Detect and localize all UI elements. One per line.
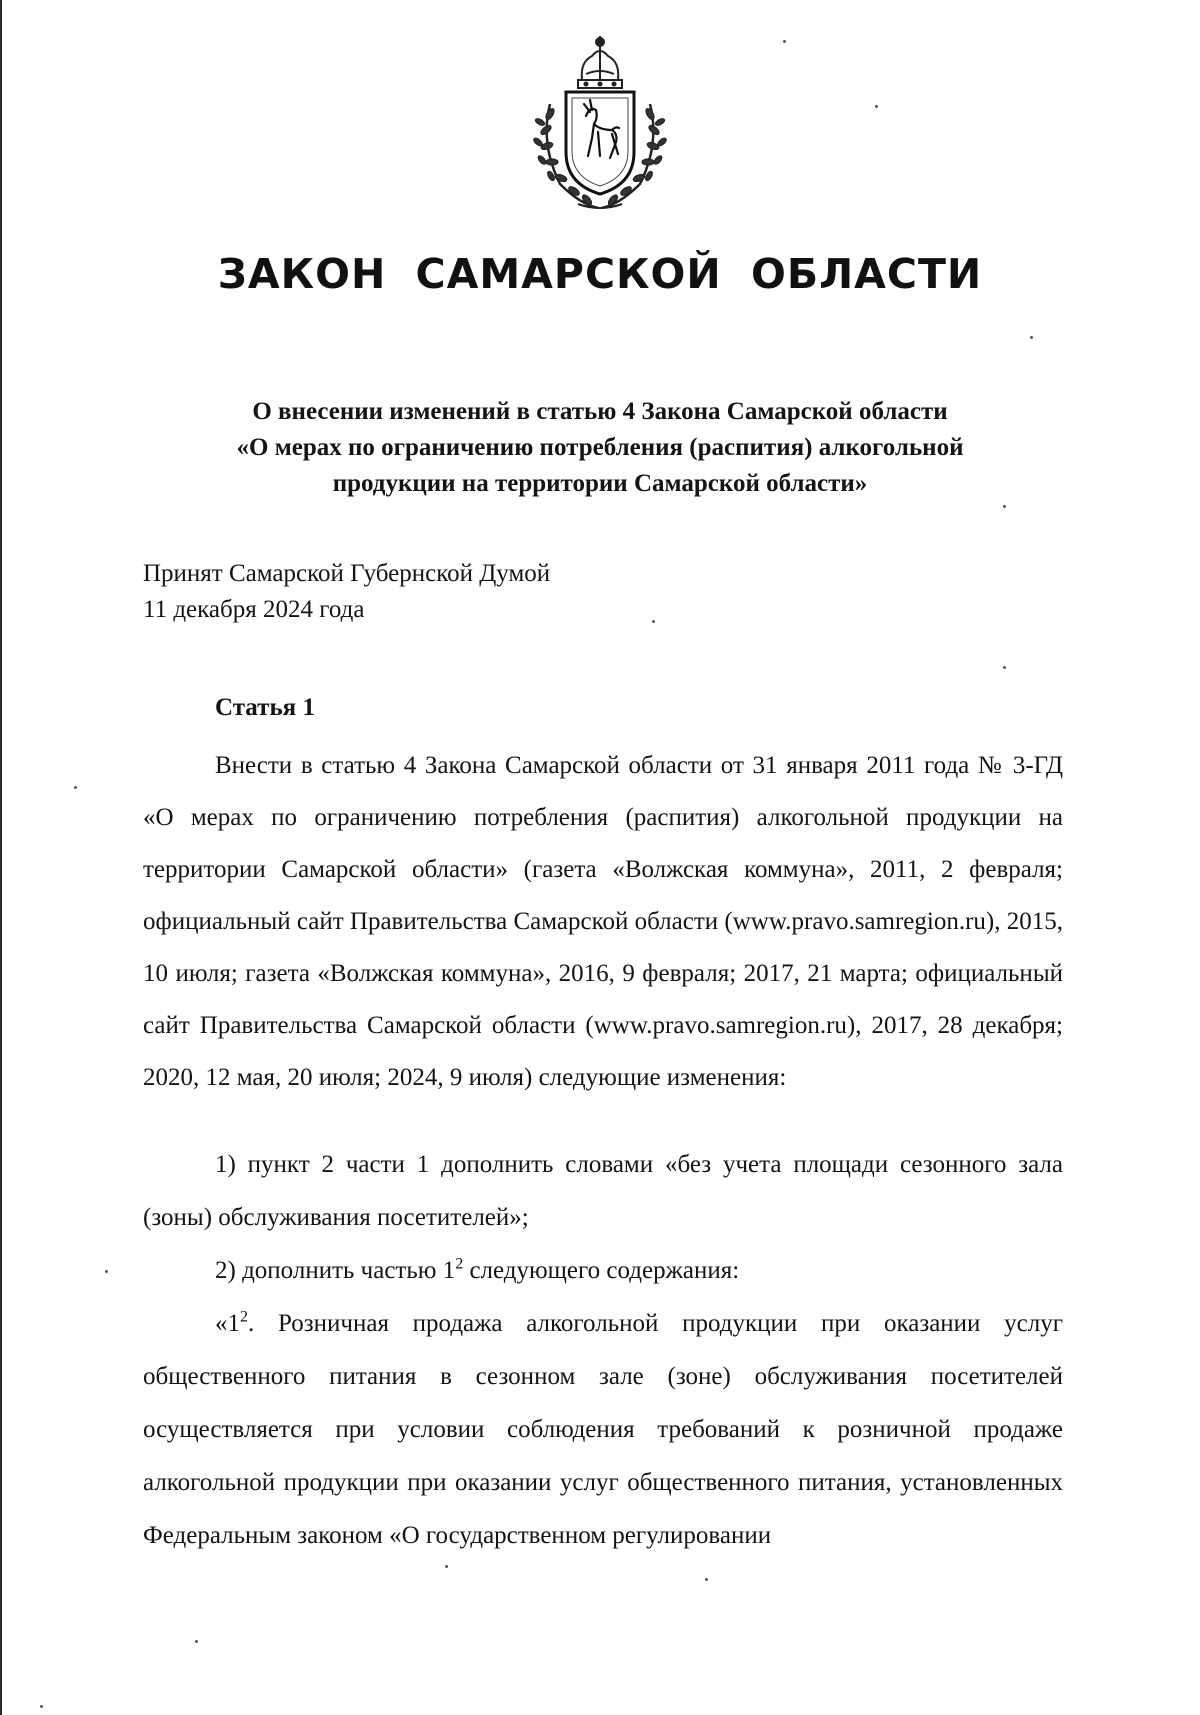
quote-text: . Розничная продажа алкогольной продукции при оказании услуг общественного питания в сезонном зале (зоне) обслуживания посетителей осуществляется при условии соблюдения требований к розничной продаже алкогольной продукции при оказании услуг общественного питания, установленных Федеральным законом «О государственном регулировании [143, 1310, 1063, 1549]
scan-speck [105, 1270, 108, 1273]
scan-speck [875, 105, 878, 108]
adoption-info [143, 556, 550, 628]
scan-speck [445, 1565, 448, 1568]
article-intro-paragraph: Внести в статью 4 Закона Самарской области от 31 января 2011 года № 3-ГД «О мерах по ограничению потребления (распития) алкогольной продукции на территории Самарской области» (газета «Волжская коммуна», 2011, 2 февраля; официальный сайт Правительства Самарской области (www.pravo.samregion.ru), 2015, 10 июля; газета «Волжская коммуна», 2016, 9 февраля; 2017, 21 марта; официальный сайт Правительства Самарской области (www.pravo.samregion.ru), 2017, 28 декабря; 2020, 12 мая, 20 июля; 2024, 9 июля) следующие изменения: [143, 752, 1063, 1091]
item-2-superscript: 2 [455, 1255, 464, 1273]
article-item-2 [143, 1244, 1063, 1297]
scan-speck [1030, 336, 1033, 339]
law-subtitle [150, 394, 1050, 502]
adoption-body: Принят Самарской Губернской Думой [143, 560, 551, 587]
ribbon-icon [578, 204, 622, 208]
scan-speck [652, 620, 655, 623]
quoted-new-part [143, 1297, 1063, 1562]
quote-prefix: «1 [215, 1310, 240, 1337]
scan-speck [705, 1578, 708, 1581]
item-2-prefix: 2) дополнить частью 1 [215, 1257, 456, 1284]
subtitle-line-1: О внесении изменений в статью 4 Закона Самарской области [252, 398, 948, 425]
scan-speck [40, 1705, 43, 1708]
law-title: ЗАКОН САМАРСКОЙ ОБЛАСТИ [217, 250, 983, 298]
scan-speck [74, 786, 77, 789]
scan-speck [195, 1640, 198, 1643]
quote-superscript: 2 [240, 1308, 248, 1326]
item-2-suffix: следующего содержания: [463, 1257, 740, 1284]
coat-of-arms-emblem [520, 34, 680, 214]
scan-speck [783, 40, 786, 43]
article-heading: Статья 1 [215, 694, 315, 721]
adoption-date: 11 декабря 2024 года [143, 596, 365, 623]
subtitle-line-2: «О мерах по ограничению потребления (распития) алкогольной [236, 434, 964, 461]
article-item-1: 1) пункт 2 части 1 дополнить словами «без учета площади сезонного зала (зоны) обслуживания посетителей»; [143, 1151, 1063, 1231]
crown-icon [578, 36, 622, 88]
scan-speck [1003, 666, 1006, 669]
scan-speck [1003, 505, 1006, 508]
subtitle-line-3: продукции на территории Самарской области» [332, 470, 868, 497]
